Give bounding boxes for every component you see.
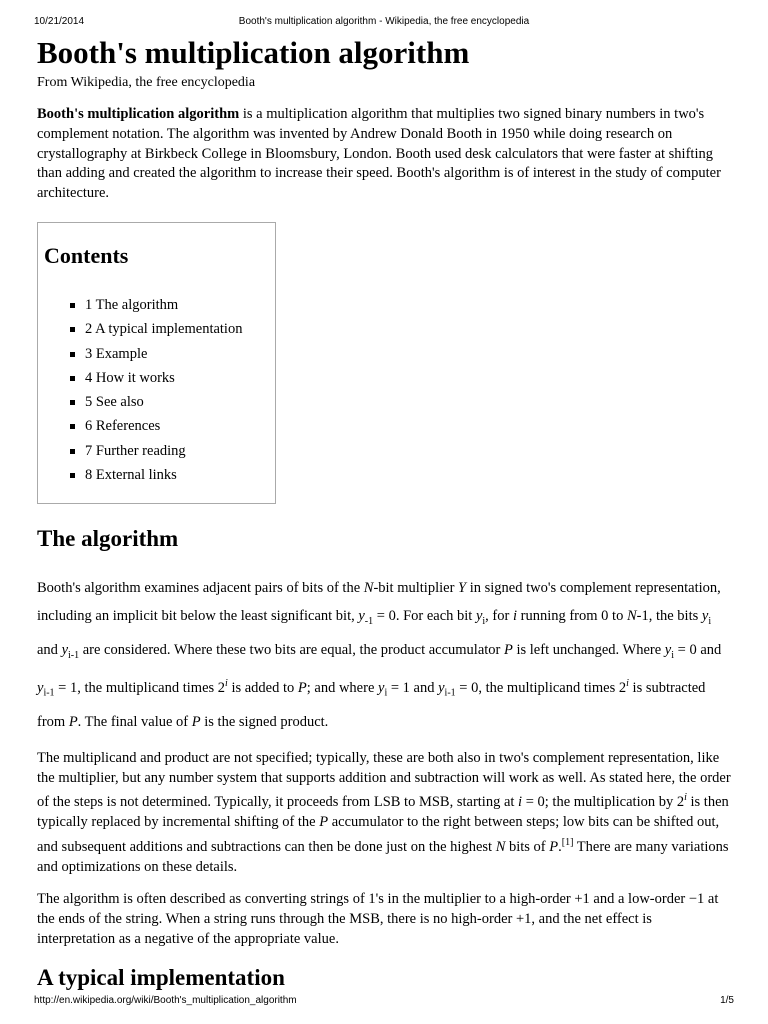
print-footer <box>34 995 734 1009</box>
toc-item-example[interactable]: 3 Example <box>66 342 270 366</box>
article-content <box>37 33 733 1013</box>
toc-list <box>44 293 270 487</box>
bullet-icon <box>70 424 75 429</box>
bullet-icon <box>70 376 75 381</box>
algorithm-paragraph-3: The algorithm is often described as converting strings of 1's in the multiplier to a high-order +1 and a low-order −1 at the ends of the string. When a string runs through the MSB, there is no high-order +1, and the net effect is interpretation as a negative of the appropriate value. <box>37 891 719 947</box>
section-heading-implementation: A typical implementation <box>37 964 285 990</box>
bullet-icon <box>70 303 75 308</box>
bullet-icon <box>70 449 75 454</box>
toc-title: Contents <box>44 242 129 268</box>
table-of-contents <box>37 222 276 504</box>
section-heading-algorithm: The algorithm <box>37 526 179 552</box>
bullet-icon <box>70 352 75 357</box>
toc-item-references[interactable]: 6 References <box>66 414 270 438</box>
print-date: 10/21/2014 <box>34 16 85 27</box>
toc-item-the-algorithm[interactable]: 1 The algorithm <box>66 293 270 317</box>
algorithm-paragraph-1: Booth's algorithm examines adjacent pairs of bits of the N-bit multiplier Y in signed two's complement representation, including an implicit bit below the least significant bit, $y_{-1} = 0$. For each bit $y_i$, for i running from 0 to N-1, the bits $y_i$ and $y_{i-1}$ are considered. Where these two bits are equal, the product accumulator P is left unchanged. Where $y_i = 0$ and $y_{i-1} = 1$, the multiplicand times 2$^i$ is added to P; and where $y_i = 1$ and $y_{i-1} = 0$, the multiplicand times 2$^i$ is subtracted from P. The final value of P is the signed product. <box>37 580 722 730</box>
print-url: http://en.wikipedia.org/wiki/Booth's_multiplication_algorithm <box>34 995 297 1006</box>
toc-item-further-reading[interactable]: 7 Further reading <box>66 439 270 463</box>
reference-link[interactable]: [1] <box>561 836 574 848</box>
print-page-number: 1/5 <box>720 995 734 1006</box>
print-header <box>34 16 734 30</box>
print-page-title: Booth's multiplication algorithm - Wikipedia, the free encyclopedia <box>238 16 530 27</box>
bullet-icon <box>70 327 75 332</box>
toc-item-typical-implementation[interactable]: 2 A typical implementation <box>66 317 270 341</box>
intro-bold-term: Booth's multiplication algorithm <box>37 106 240 122</box>
site-tagline: From Wikipedia, the free encyclopedia <box>37 75 256 90</box>
intro-paragraph: Booth's multiplication algorithm is a multiplication algorithm that multiplies two signed binary numbers in two's complement notation. The algorithm was invented by Andrew Donald Booth in 1950 while doing research on crystallography at Birkbeck College in Bloomsbury, London. Booth used desk calculators that were faster at shifting than adding and created the algorithm to increase their speed. Booth's algorithm is of interest in the study of computer architecture. <box>37 106 721 202</box>
toc-item-see-also[interactable]: 5 See also <box>66 390 270 414</box>
algorithm-paragraph-2: The multiplicand and product are not specified; typically, these are both also in two's complement representation, like the multiplier, but any number system that supports addition and subtraction will work as well. As stated here, the order of the steps is not determined. Typically, it proceeds from LSB to MSB, starting at i = 0; the multiplication by 2$^i$ is then typically replaced by incremental shifting of the P accumulator to the right between steps; low bits can be shifted out, and subsequent additions and subtractions can then be done just on the highest N bits of P.[1] There are many variations and optimizations on these details. <box>37 749 731 875</box>
toc-item-external-links[interactable]: 8 External links <box>66 463 270 487</box>
bullet-icon <box>70 400 75 405</box>
bullet-icon <box>70 473 75 478</box>
page-title: Booth's multiplication algorithm <box>37 35 470 70</box>
toc-item-how-it-works[interactable]: 4 How it works <box>66 366 270 390</box>
